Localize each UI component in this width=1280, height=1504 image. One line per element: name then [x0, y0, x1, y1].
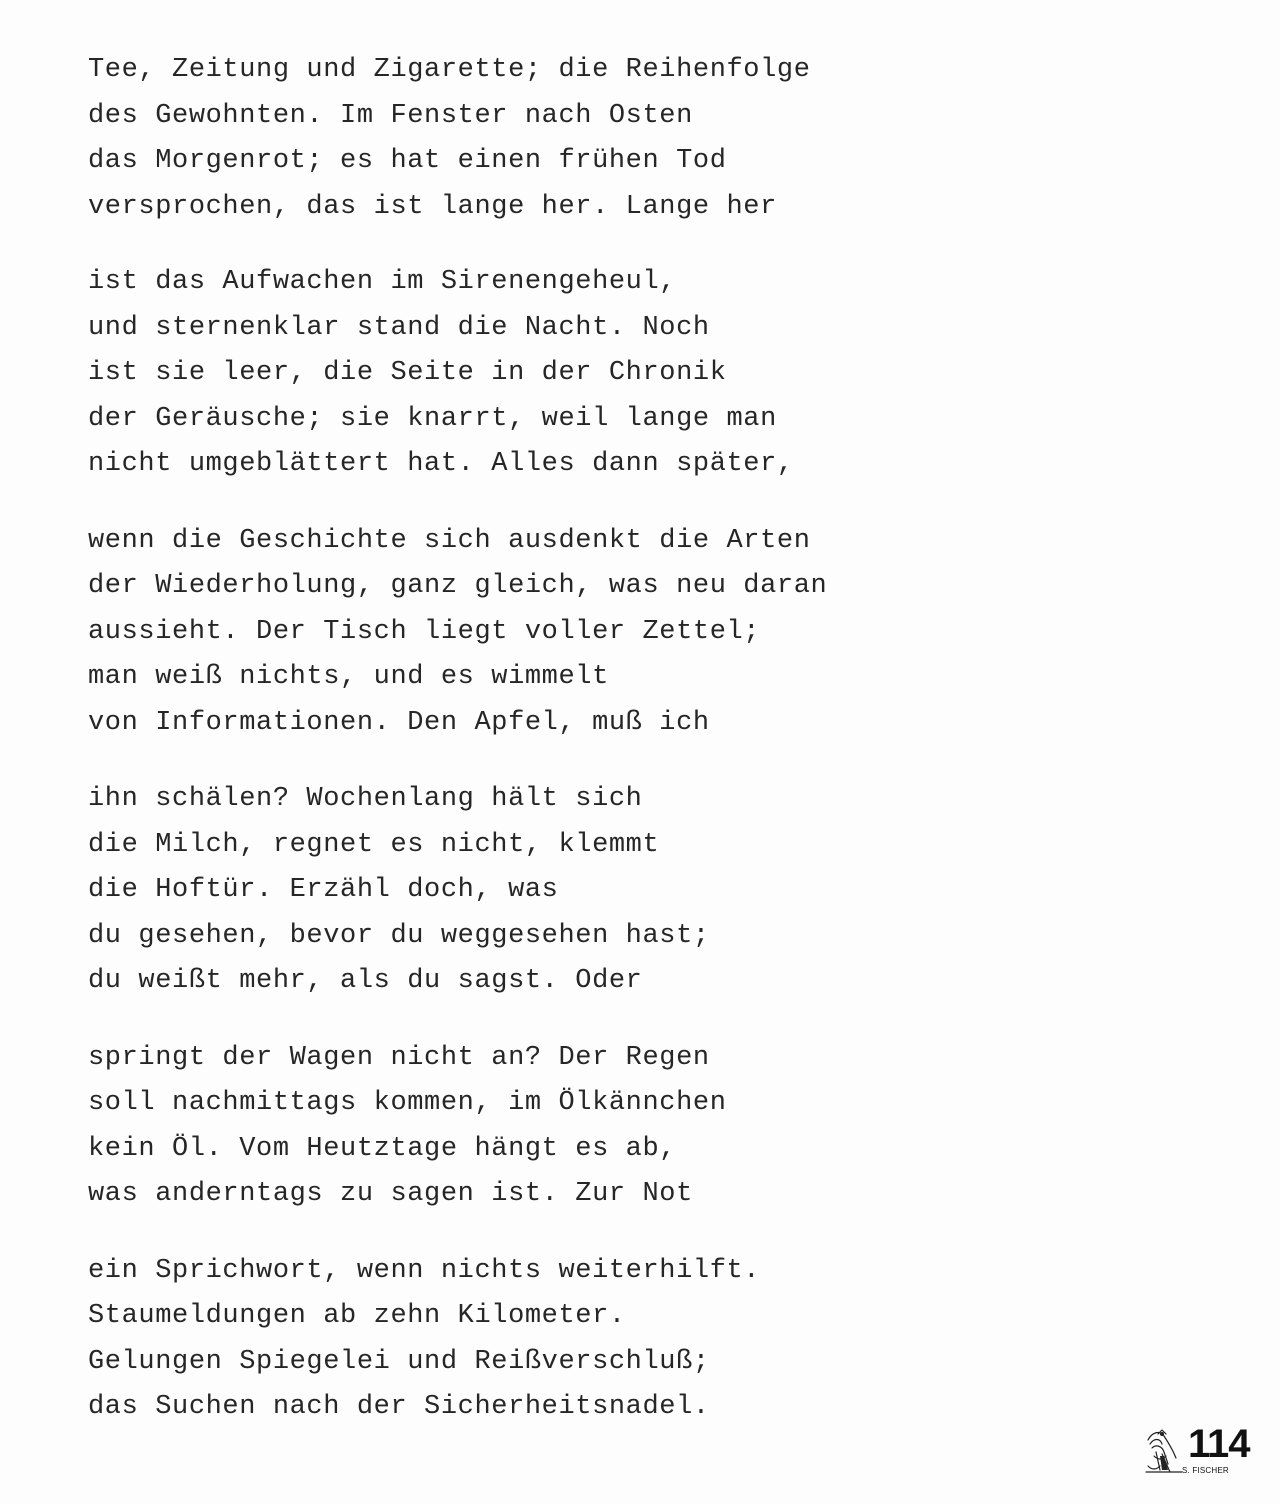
- stanza: [88, 1249, 988, 1431]
- poem: [88, 48, 988, 1462]
- poem-line: aussieht. Der Tisch liegt voller Zettel;: [88, 616, 761, 647]
- poem-line: Tee, Zeitung und Zigarette; die Reihenfolge: [88, 55, 811, 85]
- poem-line: das Morgenrot; es hat einen frühen Tod: [88, 146, 727, 176]
- poem-line: und sternenklar stand die Nacht. Noch: [88, 312, 710, 343]
- publisher-footer: [1142, 1424, 1252, 1482]
- poem-line: wenn die Geschichte sich ausdenkt die Arten: [88, 525, 811, 556]
- poem-line: versprochen, das ist lange her. Lange her: [88, 191, 777, 222]
- poem-line: ist sie leer, die Seite in der Chronik: [88, 358, 727, 388]
- poem-line: des Gewohnten. Im Fenster nach Osten: [88, 100, 693, 131]
- poem-line: ein Sprichwort, wenn nichts weiterhilft.: [88, 1255, 761, 1286]
- poem-line: der Geräusche; sie knarrt, weil lange man: [88, 403, 777, 434]
- poem-line: ihn schälen? Wochenlang hält sich: [88, 784, 643, 814]
- poem-line: die Milch, regnet es nicht, klemmt: [88, 829, 660, 860]
- poem-line: der Wiederholung, ganz gleich, was neu daran: [88, 571, 828, 601]
- stanza: [88, 1036, 988, 1218]
- page-number: 114: [1188, 1422, 1250, 1466]
- poem-line: nicht umgeblättert hat. Alles dann später,: [88, 449, 794, 479]
- poem-line: das Suchen nach der Sicherheitsnadel.: [88, 1392, 710, 1422]
- poem-line: die Hoftür. Erzähl doch, was: [88, 875, 559, 905]
- poem-line: von Informationen. Den Apfel, muß ich: [88, 707, 710, 738]
- stanza: [88, 260, 988, 488]
- stanza: [88, 48, 988, 230]
- fisherman-logo-icon: [1142, 1426, 1186, 1478]
- publisher-name: S. FISCHER: [1182, 1466, 1229, 1475]
- poem-line: du gesehen, bevor du weggesehen hast;: [88, 920, 710, 951]
- poem-line: Staumeldungen ab zehn Kilometer.: [88, 1301, 626, 1331]
- poem-line: kein Öl. Vom Heutztage hängt es ab,: [88, 1133, 677, 1164]
- poem-line: ist das Aufwachen im Sirenengeheul,: [88, 267, 677, 297]
- poem-line: du weißt mehr, als du sagst. Oder: [88, 966, 643, 996]
- stanza: [88, 519, 988, 747]
- poem-line: soll nachmittags kommen, im Ölkännchen: [88, 1088, 727, 1118]
- poem-line: Gelungen Spiegelei und Reißverschluß;: [88, 1346, 710, 1377]
- poem-line: was anderntags zu sagen ist. Zur Not: [88, 1179, 693, 1209]
- poem-line: springt der Wagen nicht an? Der Regen: [88, 1042, 710, 1073]
- poem-line: man weiß nichts, und es wimmelt: [88, 662, 609, 692]
- stanza: [88, 777, 988, 1005]
